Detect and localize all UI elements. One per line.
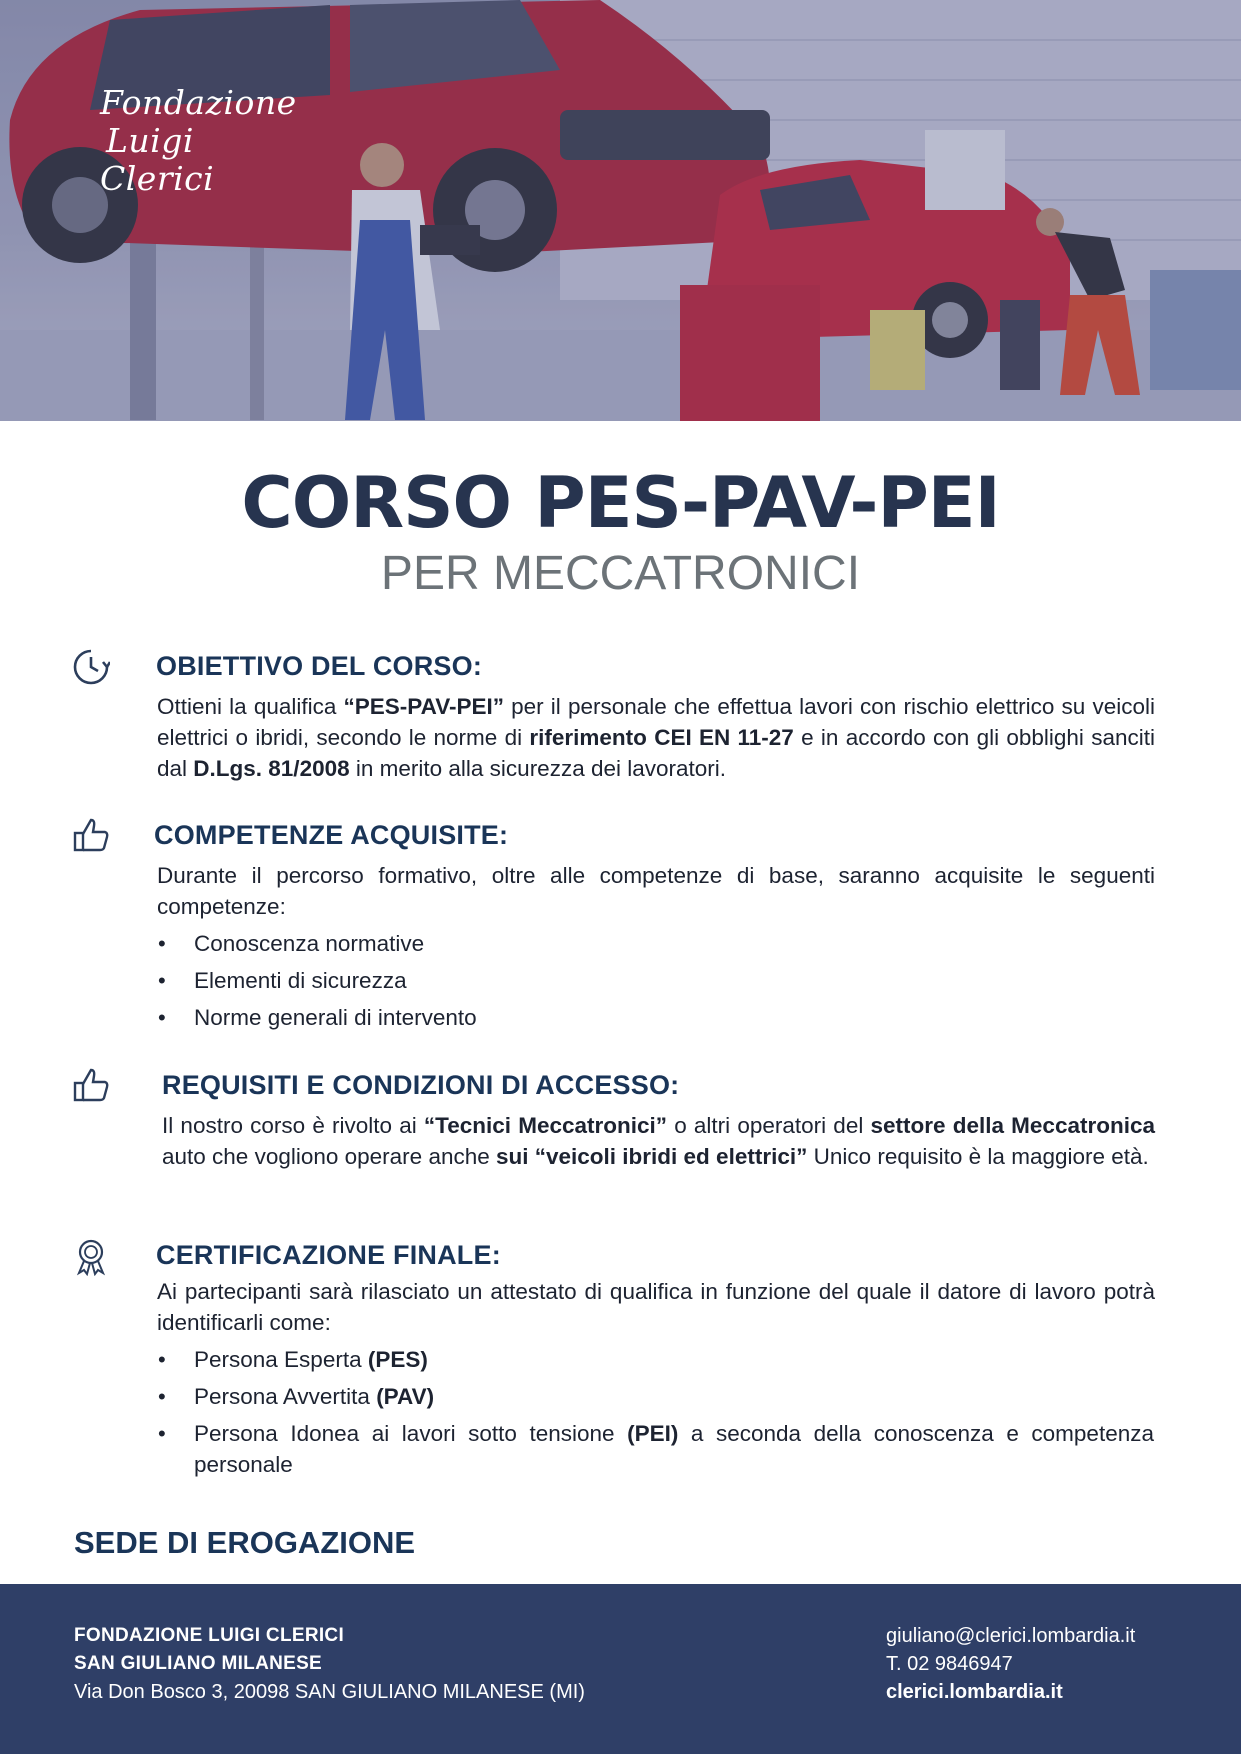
page-title: CORSO PES-PAV-PEI	[241, 462, 1000, 544]
certification-intro: Ai partecipanti sarà rilasciato un attestato di qualifica in funzione del quale il datore di lavoro potrà identificarli come:	[157, 1279, 1155, 1335]
requirements-heading: REQUISITI E CONDIZIONI DI ACCESSO:	[162, 1070, 680, 1100]
hero-banner	[0, 0, 1241, 421]
logo-line-1: Fondazione	[100, 83, 297, 122]
list-item: • Persona Idonea ai lavori sotto tensione (PEI) a seconda della conoscenza e competenza personale	[156, 1418, 1154, 1480]
footer-contact-block	[886, 1622, 1135, 1706]
list-item: • Norme generali di intervento	[156, 1002, 1154, 1033]
footer-address-block	[74, 1622, 585, 1706]
award-ribbon-icon	[72, 1238, 110, 1276]
objective-text: Ottieni la qualifica “PES-PAV-PEI” per il personale che effettua lavori con rischio elettrico su veicoli elettrici o ibridi, secondo le norme di riferimento CEI EN 11-27 e in accordo con gli obblighi sanciti dal D.Lgs. 81/2008 in merito alla sicurezza dei lavoratori.	[157, 694, 1155, 781]
requirements-text: Il nostro corso è rivolto ai “Tecnici Meccatronici” o altri operatori del settore della Meccatronica auto che vogliono operare anche sui “veicoli ibridi ed elettrici” Unico requisito è la maggiore età.	[162, 1113, 1155, 1169]
logo-line-2: Luigi	[106, 121, 194, 160]
org-location: SAN GIULIANO MILANESE	[74, 1653, 323, 1674]
certification-heading: CERTIFICAZIONE FINALE:	[156, 1240, 501, 1270]
skills-heading: COMPETENZE ACQUISITE:	[154, 820, 509, 850]
page-subtitle: PER MECCATRONICI	[380, 547, 861, 600]
phone-number: T. 02 9846947	[886, 1653, 1013, 1675]
certification-list	[156, 1344, 1154, 1486]
objective-heading: OBIETTIVO DEL CORSO:	[156, 651, 483, 681]
email-link[interactable]: giuliano@clerici.lombardia.it	[886, 1625, 1136, 1647]
org-address: Via Don Bosco 3, 20098 SAN GIULIANO MILANESE (MI)	[74, 1681, 585, 1703]
sede-heading: SEDE DI EROGAZIONE	[74, 1525, 416, 1560]
logo-line-3: Clerici	[100, 159, 215, 198]
workshop-photo	[0, 0, 1241, 421]
list-item: • Persona Avvertita (PAV)	[156, 1381, 1154, 1412]
skills-list	[156, 928, 1154, 1039]
thumbs-up-icon	[72, 816, 110, 854]
thumbs-up-icon	[72, 1066, 110, 1104]
website-link[interactable]: clerici.lombardia.it	[886, 1681, 1063, 1703]
clock-icon	[72, 648, 110, 686]
list-item: • Elementi di sicurezza	[156, 965, 1154, 996]
skills-intro: Durante il percorso formativo, oltre alle competenze di base, saranno acquisite le seguenti competenze:	[157, 863, 1155, 919]
list-item: • Conoscenza normative	[156, 928, 1154, 959]
footer	[0, 1584, 1241, 1754]
fondazione-logo	[100, 84, 297, 198]
list-item: • Persona Esperta (PES)	[156, 1344, 1154, 1375]
org-name: FONDAZIONE LUIGI CLERICI	[74, 1625, 345, 1646]
